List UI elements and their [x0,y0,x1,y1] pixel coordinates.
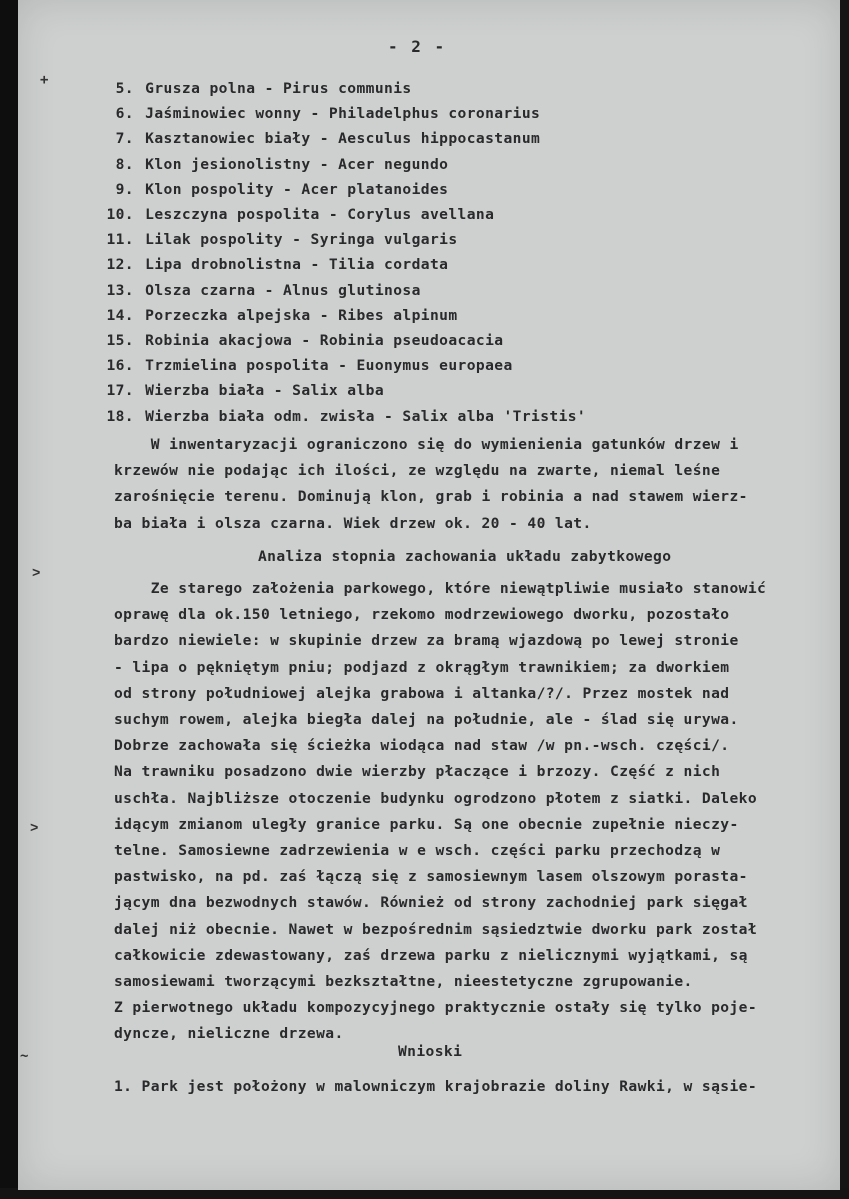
text-line: od strony południowej alejka grabowa i altanka/?/. Przez mostek nad [114,684,730,702]
text-line: ba biała i olsza czarna. Wiek drzew ok. 20 - 40 lat. [114,514,592,532]
species-name: Grusza polna - Pirus communis [136,80,412,97]
species-list-item [90,307,458,324]
species-name: Klon jesionolistny - Acer negundo [136,155,449,173]
punch-mark: ˃ [30,820,39,836]
text-line: krzewów nie podając ich ilości, ze względu na zwarte, niemal leśne [114,462,721,480]
species-list-item [90,382,384,399]
text-line: idącym zmianom uległy granice parku. Są one obecnie zupełnie nieczy- [114,815,739,833]
species-number: 14. [106,306,134,324]
species-list-item [90,332,503,349]
text-line: Dobrze zachowała się ścieżka wiodąca nad staw /w pn.-wsch. części/. [114,737,730,755]
species-list-item [90,256,448,273]
species-number: 6. [115,105,134,123]
species-number: 15. [106,332,134,349]
species-list-item [90,408,586,425]
conclusions-first-line: 1. Park jest położony w malowniczym krajobrazie doliny Rawki, w sąsie- [114,1078,758,1095]
text-line: bardzo niewiele: w skupinie drzew za bramą wjazdową po lewej stronie [114,632,739,650]
punch-mark: ˃ [32,565,41,581]
text-line: samosiewami tworzącymi bezkształtne, nieestetyczne zgrupowanie. [114,973,693,991]
text-line: uschła. Najbliższe otoczenie budynku ogrodzono płotem z siatki. Daleko [114,789,758,807]
text-line: Na trawniku posadzono dwie wierzby płaczące i brzozy. Część z nich [114,763,721,781]
species-list-item [90,231,458,248]
text-line: telne. Samosiewne zadrzewienia w e wsch. części parku przechodzą w [114,842,721,860]
species-name: Lilak pospolity - Syringa vulgaris [136,231,458,249]
species-name: Trzmielina pospolita - Euonymus europaea [136,357,513,375]
inventory-paragraph [114,432,828,537]
analysis-paragraph [114,576,828,1048]
species-list-item [90,156,448,173]
text-line: pastwisko, na pd. zaś łączą się z samosiewnym lasem olszowym porasta- [114,868,748,886]
text-line: Z pierwotnego układu kompozycyjnego praktycznie ostały się tylko poje- [114,999,758,1017]
species-number: 16. [106,357,134,375]
species-name: Robinia akacjowa - Robinia pseudoacacia [136,332,504,349]
species-name: Wierzba biała - Salix alba [136,382,385,400]
species-list-item [90,282,421,299]
species-number: 18. [106,407,134,425]
text-line: W inwentaryzacji ograniczono się do wymienienia gatunków drzew i [114,436,739,453]
text-line: oprawę dla ok.150 letniego, rzekomo modrzewiowego dworku, pozostało [114,606,730,624]
species-name: Olsza czarna - Alnus glutinosa [136,281,421,299]
species-number: 17. [106,382,134,400]
species-number: 5. [115,80,134,97]
page-number: - 2 - [388,37,447,56]
species-name: Jaśminowiec wonny - Philadelphus coronarius [136,105,541,123]
species-name: Lipa drobnolistna - Tilia cordata [136,256,449,274]
text-line: całkowicie zdewastowany, zaś drzewa parku z nielicznymi wyjątkami, są [114,946,748,964]
conclusions-heading: Wnioski [398,1043,463,1060]
species-name: Leszczyna pospolita - Corylus avellana [136,206,495,223]
analysis-heading: Analiza stopnia zachowania układu zabytkowego [258,548,672,565]
punch-mark: + [40,72,49,88]
text-line: Ze starego założenia parkowego, które niewątpliwie musiało stanowić [114,580,767,597]
text-line: zarośnięcie terenu. Dominują klon, grab i robinia a nad stawem wierz- [114,488,748,506]
species-number: 10. [106,206,134,223]
species-list-item [90,80,412,97]
text-line: jącym dna bezwodnych stawów. Również od strony zachodniej park sięgał [114,894,748,912]
species-number: 7. [115,130,134,148]
species-number: 11. [106,231,134,249]
species-number: 12. [106,256,134,274]
species-name: Wierzba biała odm. zwisła - Salix alba 'Tristis' [136,407,587,425]
punch-mark: ~ [20,1048,29,1064]
species-name: Porzeczka alpejska - Ribes alpinum [136,306,458,324]
species-list-item [90,206,494,223]
species-list-item [90,130,540,147]
species-list-item [90,357,513,374]
text-line: - lipa o pękniętym pniu; podjazd z okrągłym trawnikiem; za dworkiem [114,658,730,676]
species-number: 13. [106,281,134,299]
species-name: Kasztanowiec biały - Aesculus hippocastanum [136,130,541,148]
species-list-item [90,105,540,122]
species-list-item [90,181,448,198]
species-number: 9. [115,180,134,198]
text-line: dyncze, nieliczne drzewa. [114,1025,344,1043]
species-name: Klon pospolity - Acer platanoides [136,180,449,198]
species-number: 8. [115,155,134,173]
text-line: suchym rowem, alejka biegła dalej na południe, ale - ślad się urywa. [114,711,739,729]
text-line: dalej niż obecnie. Nawet w bezpośrednim sąsiedztwie dworku park został [114,920,758,938]
